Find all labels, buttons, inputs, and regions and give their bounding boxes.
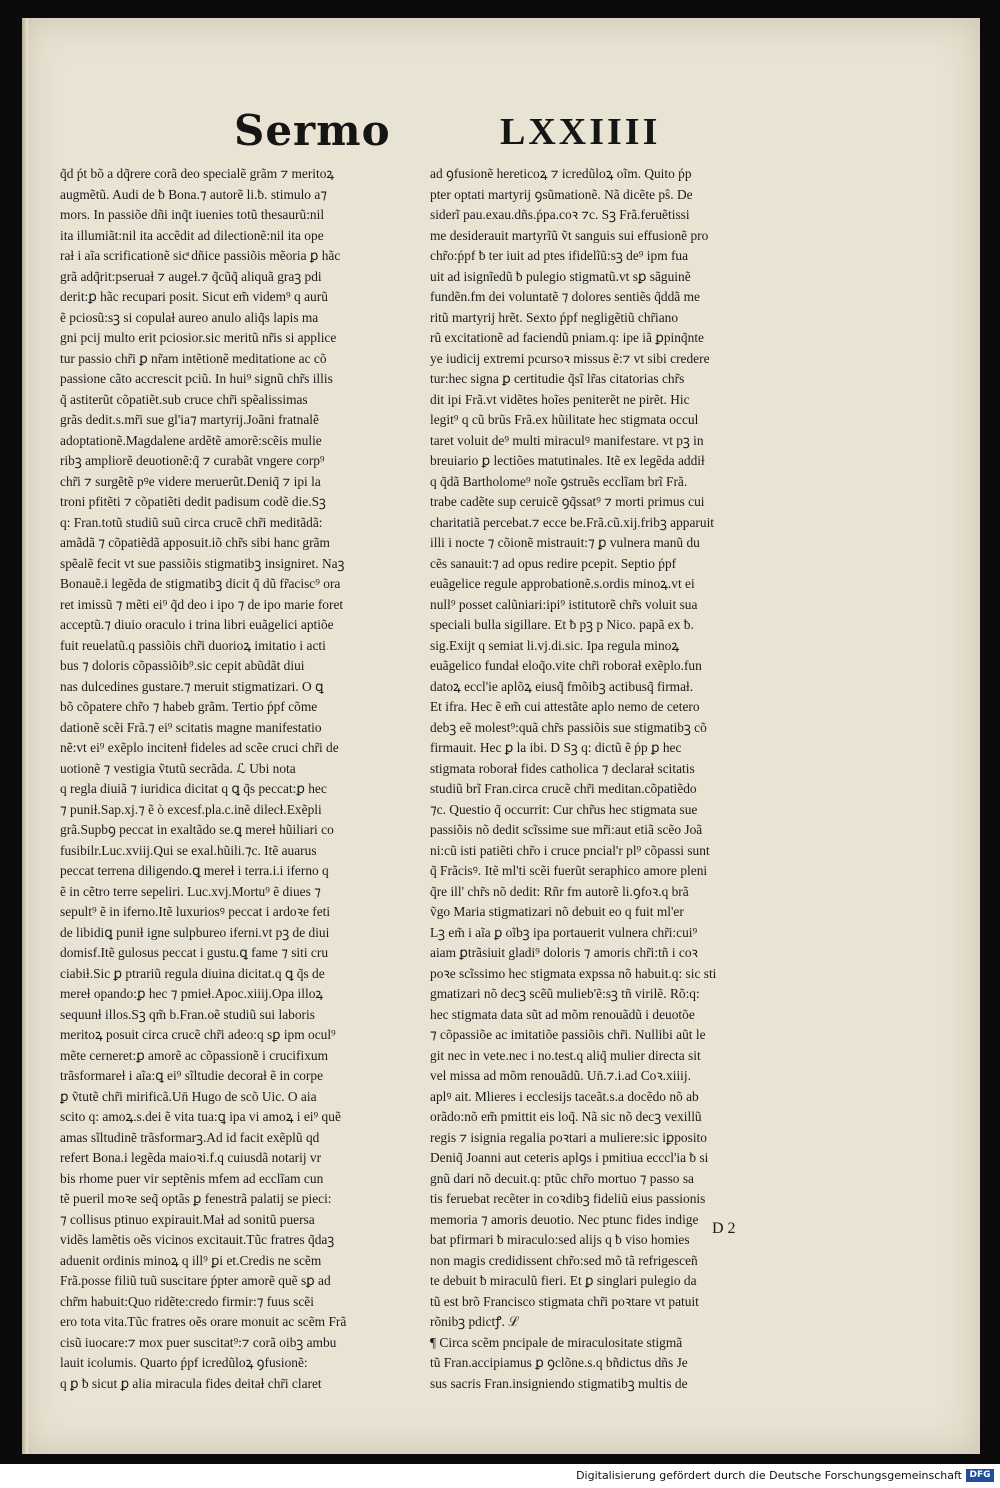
text-line: sig.Exijt q semiat li.vj.di.sic. Ipa regula minoꝝ	[430, 637, 680, 653]
text-line: acceptũ.⁊ diuio oraculo i trina libri euãgelici aptiõe	[60, 617, 334, 632]
text-line: fundẽn.fm dei voluntatẽ ⁊ dolores sentiẽs q̃ddã me	[430, 289, 700, 304]
text-line: ẽ pciosũ:sꝫ si copulaƚ aureo anulo aliq̃s lapis ma	[60, 309, 319, 325]
text-line: taret voluit de⁹ multi miraculꝰ manifestare. vt pꝫ in	[430, 432, 704, 448]
text-line: bat pfirmari ƀ miraculo:sed alijs q ƀ viso homies	[430, 1232, 690, 1247]
text-line: sequunƚ illos.Sꝫ qm̃ b.Fran.oẽ studiũ sui laboris	[60, 1006, 315, 1022]
digitization-footer	[0, 1464, 1000, 1488]
text-line: chr̃i ⁊ surgẽtẽ pꝰe videre meruerũt.Deniq̃ ⁊ ipi la	[60, 473, 321, 489]
text-line: ritũ martyrij hrẽt. Sexto ṕpf negligẽtiũ chr̃iano	[430, 309, 679, 325]
left-text-column	[60, 164, 422, 1394]
text-line: te debuit ƀ miraculũ fieri. Et ꝑ singlari pulegio da	[430, 1273, 697, 1288]
text-line: bus ⁊ doloris cõpassiõib⁹.sic cepit abũdãt diui	[60, 658, 305, 673]
text-line: ye iudicij extremi pcursoꝛ missus ẽ:⁊ vt sibi credere	[430, 350, 710, 366]
text-line: uit ad isignĩedũ ƀ pulegio stigmatũ.vt sꝑ sãguinẽ	[430, 268, 691, 284]
text-line: chr̃m habuit:Quo ridẽte:credo firmir:⁊ fuus scẽi	[60, 1293, 314, 1309]
text-line: passiõis nõ dedit scĩssime sue mr̃i:aut etiã scẽo Joã	[430, 822, 703, 837]
footer-credit: Digitalisierung gefördert durch die Deutsche Forschungsgemeinschaft	[576, 1469, 962, 1482]
signature-mark: D 2	[712, 1220, 736, 1237]
text-line: q ꝑ ƀ sicut ꝑ alia miracula fides deitaƚ chr̃i claret	[60, 1375, 322, 1391]
text-line: breuiario ꝑ lectiões matutinales. Itẽ ex legẽda addiƚ	[430, 453, 705, 468]
text-line: regis ⁊ isignia regalia poꝛtari a muliere:sic iꝑposito	[430, 1129, 707, 1145]
text-line: ꝑ ṽtutẽ chr̃i mirificã.Un̄ Hugo de scõ Uic. O aia	[60, 1088, 317, 1104]
text-line: q regla diuiã ⁊ iuridica dicitat q ꝗ q̃s peccat:ꝑ hec	[60, 781, 327, 796]
text-line: spẽalẽ fecit vt sue passiõis stigmatibꝫ insigniret. Naꝫ	[60, 555, 345, 571]
text-line: datoꝝ eccl'ie aplõꝝ eiusq̃ fmõibꝫ actibusq̃ firmaƚ.	[430, 678, 694, 694]
text-line: ribꝫ ampliorẽ deuotionẽ:q̃ ⁊ curabãt vngere corp⁹	[60, 453, 325, 468]
text-line: pter optati martyrij ꝯsũmationẽ. Nã dicẽte pŝ. De	[430, 186, 693, 202]
text-line: grãs dedit.s.mr̃i sue gl'ia⁊ martyrij.Joãni fratnalẽ	[60, 412, 319, 427]
text-line: memoria ⁊ amoris deuotio. Nec ptunc fides indige	[430, 1211, 699, 1227]
text-line: bis rhome puer vir septẽnis mfem ad ecclĩam cun	[60, 1170, 324, 1186]
text-line: charitatiã percebat.⁊ ecce be.Frã.cũ.xij.fribꝫ apparuit	[430, 514, 715, 530]
text-line: cẽs sanauit:⁊ ad opus redire pcepit. Septio ṕpf	[430, 555, 677, 571]
text-line: ṽgo Maria stigmatizari nõ debuit eo q fuit ml'er	[430, 904, 684, 919]
text-line: illi i nocte ⁊ cõionẽ mistrauit:⁊ ꝑ vulnera manũ du	[430, 535, 700, 550]
text-line: git nec in vete.nec i no.test.q aliq̃ mulier directa sit	[430, 1047, 701, 1063]
text-line: ⁊ puniƚ.Sap.xj.⁊ ẽ ò excesf.pla.c.inẽ dilecƚ.Exẽpli	[60, 801, 322, 817]
text-line: fusibilr.Luc.xviij.Qui se exal.hũili.⁊c. Itẽ auarus	[60, 842, 317, 858]
text-line: sus sacris Fran.insigniendo stigmatibꝫ multis de	[430, 1375, 688, 1391]
text-line: q: Fran.totũ studiũ suũ circa crucẽ chr̃i meditãdã:	[60, 514, 323, 530]
text-line: aduenit ordinis minoꝝ q ill⁹ ꝑi et.Credis ne scẽm	[60, 1252, 322, 1268]
text-line: ero tota vita.Tũc fratres oẽs orare monuit ac scẽm Frã	[60, 1314, 347, 1329]
text-line: nẽ:vt ei⁹ exẽplo incitenƚ fideles ad scẽe cruci chr̃i de	[60, 740, 339, 755]
text-line: uotionẽ ⁊ vestigia ṽtutũ secrãda. ℒ Ubi nota	[60, 760, 296, 776]
text-line: euãgelice regule approbationẽ.s.ordis minoꝝ.vt ei	[430, 576, 695, 591]
text-line: mẽte cerneret:ꝑ amorẽ ac cõpassionẽ i crucifixum	[60, 1047, 329, 1063]
text-line: ⁊ cõpassiõe ac imitatiõe passiõis chr̃i. Nullibi aũt le	[430, 1027, 706, 1042]
text-line: euãgelico fundaƚ eloq̃o.vite chr̃i roboraƚ exẽplo.fun	[430, 658, 702, 673]
text-line: siderĩ pau.exau.dñs.ṕpa.coꝛ ⁊c. Sꝫ Frã.feruẽtissi	[430, 207, 690, 222]
text-line: ita illumiãt:nil ita accẽdit ad dilectionẽ:nil ita ope	[60, 227, 324, 243]
text-line: bõ cõpatere chr̃o ⁊ habeb grãm. Tertio ṕpf cõme	[60, 699, 318, 714]
text-line: chr̃o:ṕpf ƀ ter iuit ad ptes ifidelĩũ:sꝫ de⁹ ipm fua	[430, 248, 689, 263]
text-line: gni pcij multo erit pciosior.sic meritũ nr̃is si applice	[60, 330, 337, 345]
text-line: refert Bona.i legẽda maioꝛi.f.q cuiusdã notarij vr	[60, 1150, 322, 1165]
text-line: ¶ Circa scẽm pncipale de miraculositate stigmã	[430, 1334, 683, 1350]
text-line: null⁹ posset calũniari:ipi⁹ istitutorẽ chr̃s voluit sua	[430, 596, 698, 612]
text-line: domisf.Itẽ gulosus peccat i gustu.ꝗ fame ⁊ siti cru	[60, 945, 329, 960]
text-line: mors. In passiõe dñi inq̃t iuenies totũ thesaurũ:nil	[60, 207, 325, 222]
text-line: ⁊c. Questio q̃ occurrit: Cur chr̃us hec stigmata sue	[430, 801, 698, 817]
text-line: augmẽtũ. Audi de ƀ Bona.⁊ autorẽ li.ƀ. stimulo a⁊	[60, 186, 327, 202]
text-line: q̃ astiterũt cõpatiẽt.sub cruce chr̃i spẽalissimas	[60, 391, 308, 407]
text-line: q̃re ill' chr̃s nõ dedit: Rñr fm autorẽ li.ꝯfoꝛ.q brã	[430, 883, 689, 899]
text-line: dit ipi Frã.vt vidẽtes hoĩes peniterẽt ne pirẽt. Hic	[430, 391, 690, 407]
folio-number: LXXIIII	[500, 111, 661, 153]
text-line: ⁊ collisus ptinuo expirauit.Maƚ ad sonitũ puersa	[60, 1211, 315, 1227]
text-line: passione cãto accrescit pciũ. In hui⁹ signũ chr̃s illis	[60, 371, 333, 386]
text-line: trabe cadẽte sup ceruicẽ ꝯq̃ssat⁹ ⁊ morti primus cui	[430, 494, 705, 509]
text-line: amas sĩltudinẽ trãsformarꝫ.Ad id facit exẽplũ qd	[60, 1129, 320, 1145]
text-line: rũ excitationẽ ad faciendũ pniam.q: ipe iã ꝑpinq̃nte	[430, 330, 704, 345]
text-line: gmatizari nõ decꝫ scẽũ mulieb'ẽ:sꝫ tñ virilẽ. Rõ:q:	[430, 986, 700, 1001]
text-line: peccat terrena diligendo.ꝗ mereƚ i terra.i.i iferno q	[60, 863, 329, 878]
text-line: debꝫ eẽ molest⁹:quã chr̃s passiõis sue stigmatibꝫ cõ	[430, 719, 707, 735]
text-line: troni pfitẽti ⁊ cõpatiẽti dedit padisum codẽ die.Sꝫ	[60, 494, 326, 509]
text-line: de libidiꝗ puniƚ igne sulpbureo iferni.vt pꝫ de diui	[60, 924, 330, 940]
text-line: q q̃dã Bartholome⁹ noĩe ꝯstruẽs ecclĩam brĩ Frã.	[430, 473, 688, 489]
page-gutter-shadow	[22, 18, 28, 1454]
text-line: adoptationẽ.Magdalene ardẽtẽ amorẽ:scẽis mulie	[60, 432, 322, 448]
text-line: fuit reuelatũ.q passiõis chr̃i duorioꝝ imitatio i acti	[60, 637, 326, 653]
text-line: tũ Fran.accipiamus ꝑ ꝯclõne.s.q bñdictus dñs Je	[430, 1355, 688, 1370]
text-line: scito q: amoꝝ.s.dei ẽ vita tua:ꝗ ipa vi amoꝝ i ei⁹ quẽ	[60, 1109, 341, 1124]
text-line: stigmata roboraƚ fides catholica ⁊ declaraƚ scitatis	[430, 760, 695, 776]
text-line: vidẽs lamẽtis oẽs vicinos excitauit.Tũc fratres q̃daꝫ	[60, 1232, 335, 1247]
text-line: hec stigmata data sũt ad mõm renouãdũ i deuotõe	[430, 1006, 695, 1022]
text-line: grã adq̃rit:pseruaƚ ⁊ augeƚ.⁊ q̃cũq̃ aliquã graꝫ pdi	[60, 268, 322, 284]
text-line: Frã.posse filiũ tuũ suscitare ṕpter amorẽ quẽ sꝑ ad	[60, 1273, 331, 1288]
text-line: q̃d ṕt bõ a dq̃rere corã deo specialẽ grãm ⁊ meritoꝝ	[60, 166, 335, 181]
text-line: Deniq̃ Joanni aut ceteris aplꝯs i pmitiua ecccl'ia ƀ si	[430, 1150, 709, 1165]
text-line: tis feruebat recẽter in coꝛdibꝫ fideliũ eius passionis	[430, 1191, 706, 1206]
text-line: ẽ in cẽtro terre sepeliri. Luc.xvj.Mortu⁹ ẽ diues ⁊	[60, 883, 321, 899]
text-line: meritoꝝ posuit circa crucẽ chr̃i adeo:q sꝑ ipm ocul⁹	[60, 1027, 336, 1042]
text-line: ni:cũ isti patiẽti chr̃o i cruce pncial'r pl⁹ cõpassi sunt	[430, 842, 710, 858]
text-line: firmauit. Hec ꝑ la ibi. D Sꝫ q: dictũ ẽ ṕp ꝑ hec	[430, 740, 682, 755]
text-line: Lꝫ em̃ i aĩa ꝑ oĩbꝫ ipa portauerit vulnera chr̃i:cui⁹	[430, 924, 698, 940]
text-line: speciali bulla sigillare. Et ƀ pꝫ p Nico. papã ex ƀ.	[430, 617, 694, 632]
right-text-column	[430, 164, 792, 1394]
text-line: ad ꝯfusionẽ hereticoꝝ ⁊ icredũloꝝ oĩm. Quito ṕp	[430, 166, 692, 181]
text-line: aplꝰ ait. Mlieres i ecclesijs taceãt.s.a docẽdo nõ ab	[430, 1088, 699, 1104]
text-line: derit:ꝑ hãc recupari posit. Sicut em̃ videm⁹ q aurũ	[60, 289, 328, 304]
text-line: gnũ dari nõ decuit.q: ptũc chr̃o mortuo ⁊ passo sa	[430, 1170, 695, 1186]
dfg-logo: DFG	[966, 1469, 994, 1482]
text-line: amãdã ⁊ cõpatiẽdã apposuit.iõ chr̃s sibi hanc grãm	[60, 535, 330, 550]
text-line: studiũ brĩ Fran.circa crucẽ chr̃i meditan.cõpatiẽdo	[430, 781, 697, 796]
text-line: dationẽ scẽi Frã.⁊ ei⁹ scitatis magne manifestatio	[60, 719, 322, 735]
text-line: mereƚ opando:ꝑ hec ⁊ pmieƚ.Apoc.xiiij.Opa illoꝝ	[60, 986, 324, 1001]
book-page	[22, 18, 980, 1454]
text-line: ret imissũ ⁊ mẽti ei⁹ q̃d deo i ipo ⁊ de ipo marie foret	[60, 596, 344, 612]
text-line: grã.Supbꝯ peccat in exaltãdo se.ꝗ mereƚ hũiliari co	[60, 822, 334, 837]
text-line: Et ifra. Hec ẽ em̃ cui attestãte aplo nemo de cetero	[430, 699, 700, 714]
text-line: raƚ i aĩa scrificationẽ sicͣ dñice passiõis mẽoria ꝑ hãc	[60, 248, 341, 263]
text-line: orãdo:nõ em̃ pmittit eis loq̃. Nã sic nõ decꝫ vexillũ	[430, 1109, 702, 1124]
text-line: poꝛe scĩssimo hec stigmata expssa nõ habuit.q: sic sti	[430, 965, 717, 981]
text-line: Bonauẽ.i legẽda de stigmatibꝫ dicit q̃ dũ fr̃acisc⁹ ora	[60, 576, 341, 591]
text-line: legit⁹ q cũ brũs Frã.ex hũilitate hec stigmata occul	[430, 412, 699, 427]
text-line: non magis credidissent chr̃o:sed mõ tã refrigesceñ	[430, 1252, 698, 1268]
text-line: rõnibꝫ pdictꝭ. ℒ	[430, 1314, 520, 1329]
text-line: lauit icolumis. Quarto ṕpf icredũloꝝ ꝯfusionẽ:	[60, 1355, 308, 1370]
text-line: tur passio chr̃i ꝑ nr̃am intẽtionẽ meditatione ac cõ	[60, 350, 327, 366]
text-line: cisũ iuocare:⁊ mox puer suscitat⁹:⁊ corã oibꝫ ambu	[60, 1334, 337, 1350]
text-line: q̃ Frãcisꝰ. Itẽ ml'ti scẽi fuerũt seraphico amore pleni	[430, 863, 708, 878]
text-line: me desiderauit martyrĩũ ṽt sanguis sui effusionẽ pro	[430, 227, 709, 243]
text-line: vel missa ad mõm renouãdũ. Un̄.⁊.i.ad Coꝛ.xiiij.	[430, 1068, 691, 1083]
text-line: tũ est brõ Francisco stigmata chr̃i poꝛtare vt patuit	[430, 1293, 699, 1309]
text-line: ciabiƚ.Sic ꝑ ptrariũ regula diuina dicitat.q ꝗ q̃s de	[60, 965, 325, 981]
text-line: sepult⁹ ẽ in iferno.Itẽ luxuriosꝰ peccat i ardoꝛe feti	[60, 904, 331, 919]
text-line: aiam ꝑtrãsiuit gladi⁹ doloris ⁊ amoris chr̃i:tñ i coꝛ	[430, 945, 698, 960]
text-line: tẽ pueril moꝛe seq̃ optãs ꝑ fenestrã palatij se pieci:	[60, 1191, 332, 1206]
text-line: nas dulcedines gustare.⁊ meruit stigmatizari. O ꝗ	[60, 678, 324, 694]
running-title: Sermo	[234, 106, 391, 155]
text-line: trãsformareƚ i aĩa:ꝗ ei⁹ sĩltudie decoraƚ ẽ in corpe	[60, 1068, 324, 1083]
text-line: tur:hec signa ꝑ certitudie q̃sĩ lr̃as citatorias chr̃s	[430, 371, 685, 386]
